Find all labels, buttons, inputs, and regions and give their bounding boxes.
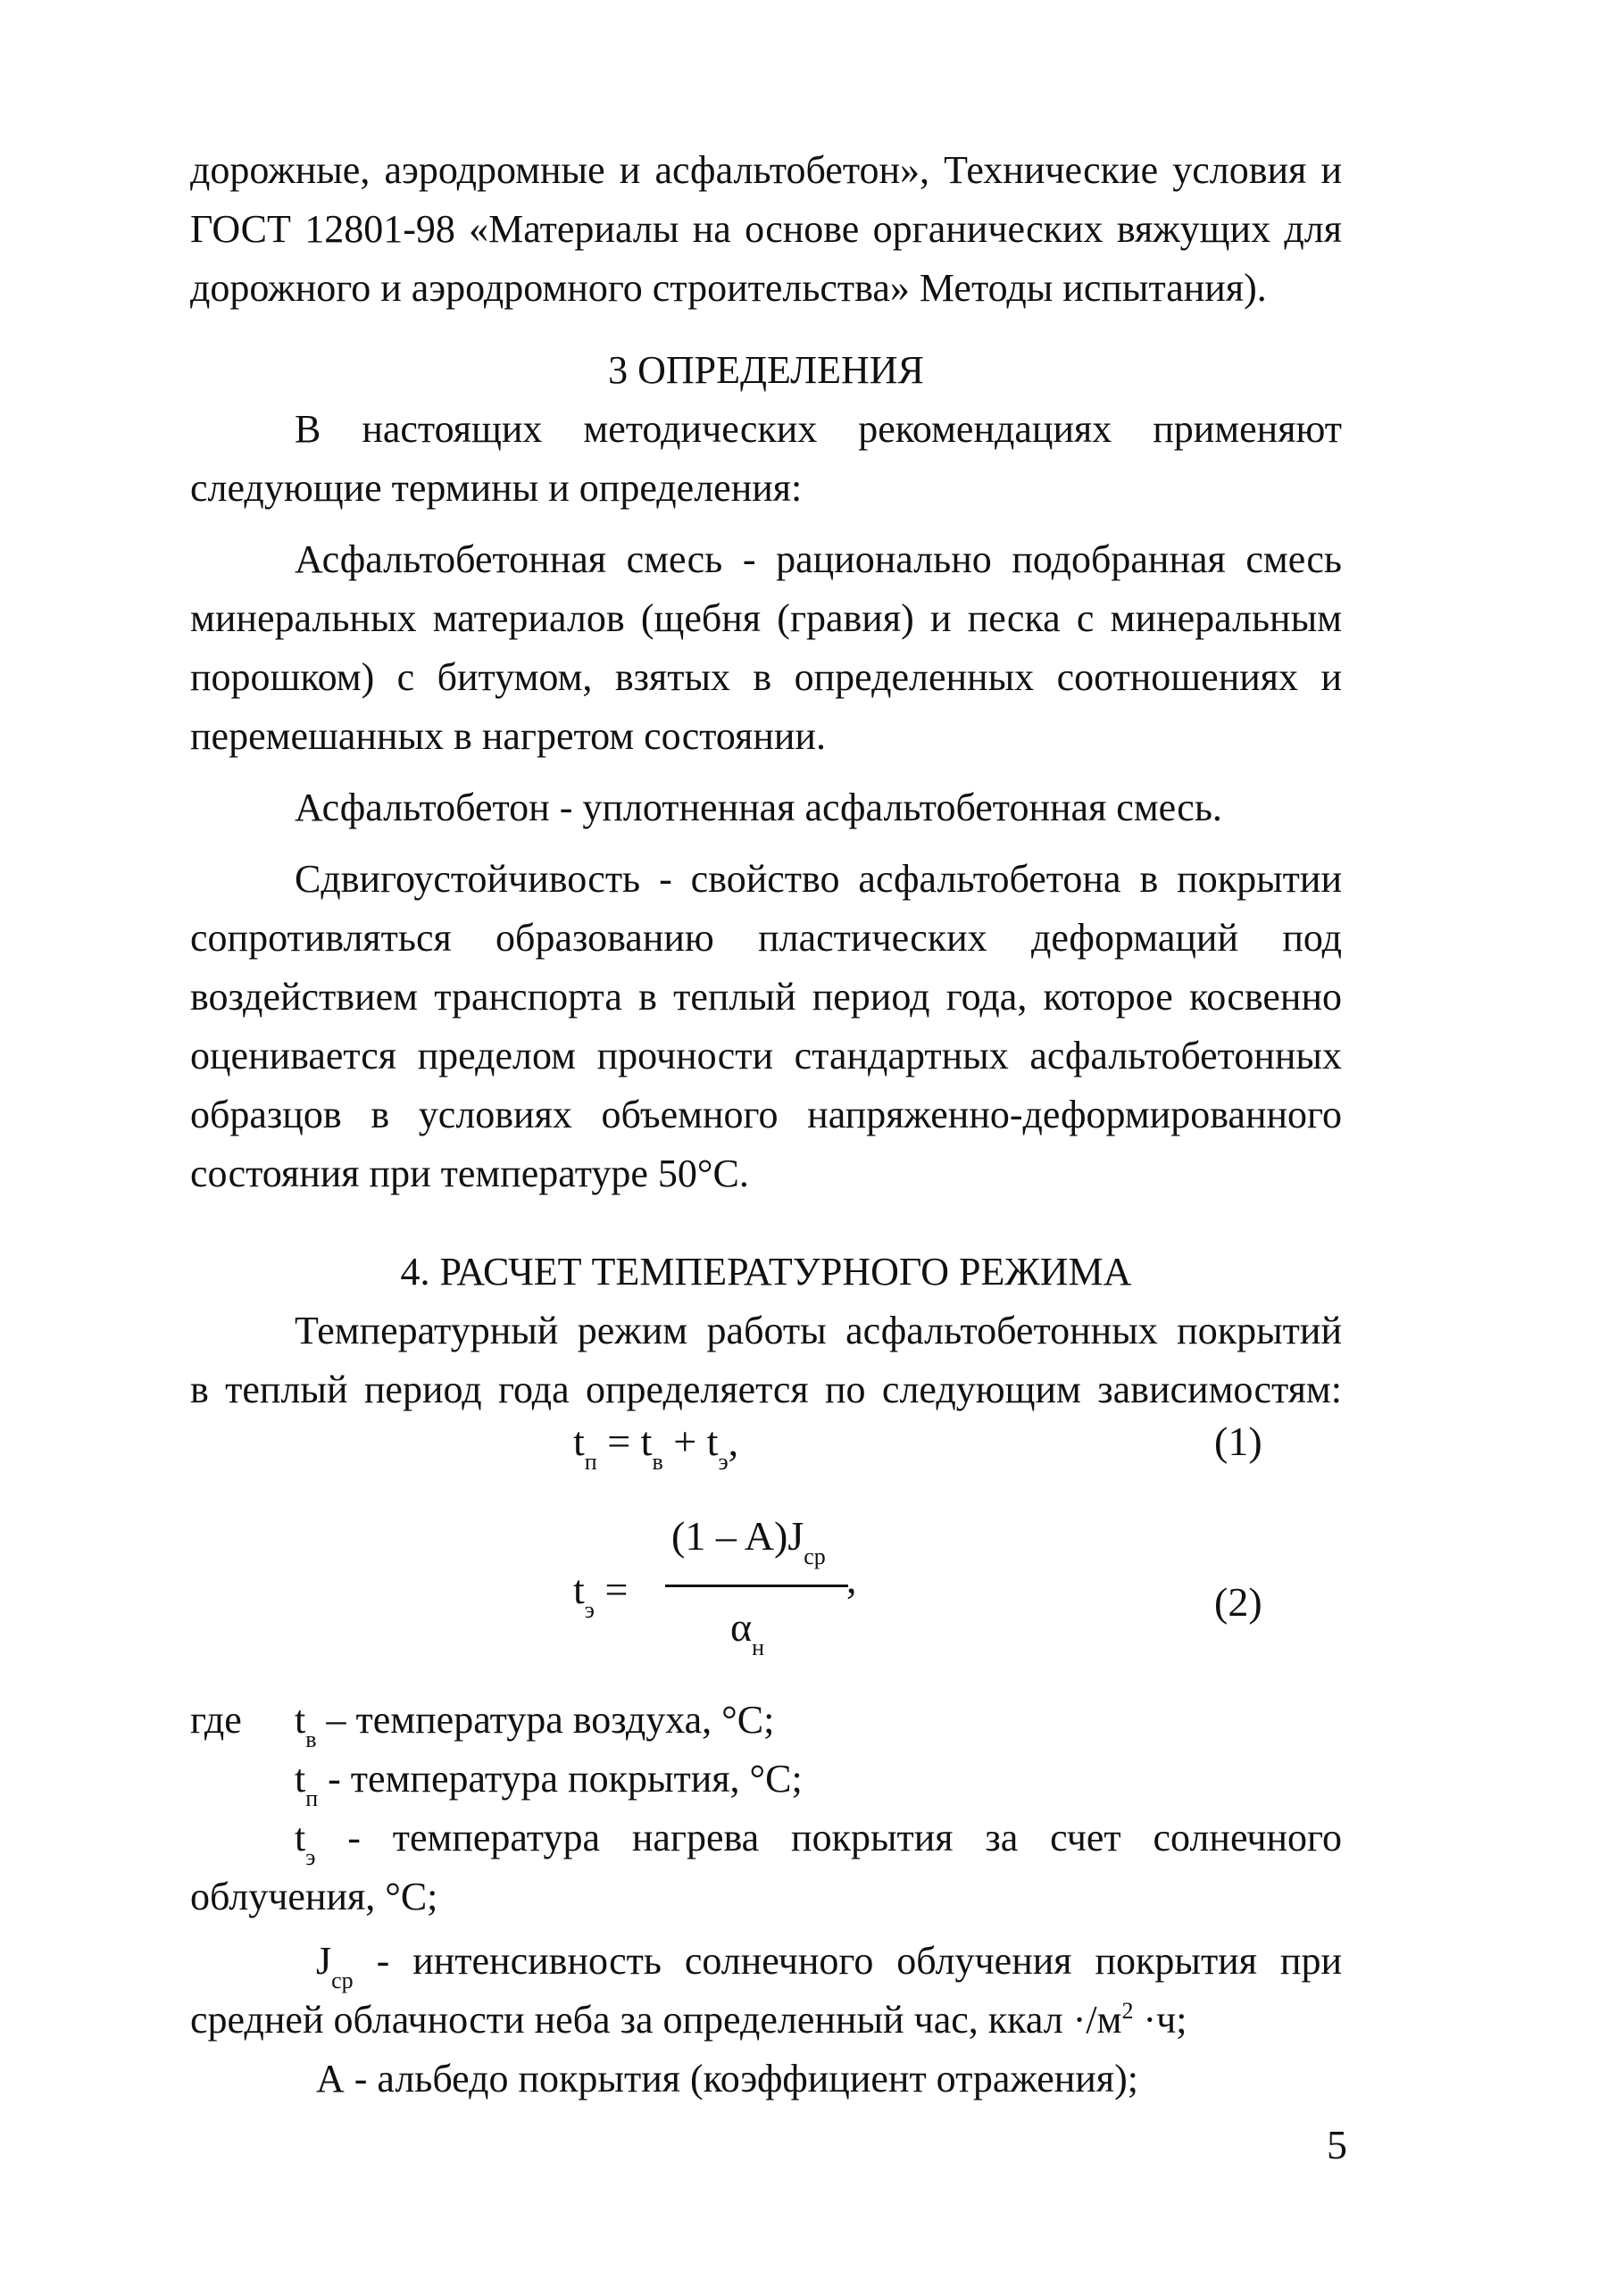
equation-number: (1) [1214, 1418, 1262, 1464]
text-line: оценивается пределом прочности стандартных асфальтобетонных [190, 1034, 1342, 1077]
text-line: дорожные, аэродромные и асфальтобетон», Технические условия и [190, 148, 1342, 192]
equation-2-lhs: $t_э$ = [573, 1567, 629, 1623]
definition-tp: $t_п$ - температура покрытия, °С; [295, 1757, 803, 1811]
equation-1: $t_п = t_в + t_э$, [573, 1418, 739, 1475]
text-line: Сдвигоустойчивость - свойство асфальтобетона в покрытии [295, 857, 1342, 901]
text-line: ГОСТ 12801-98 «Материалы на основе органических вяжущих для [190, 207, 1342, 251]
definition-a: А - альбедо покрытия (коэффициент отражения); [316, 2057, 1138, 2101]
text-line: порошком) с битумом, взятых в определенных соотношениях и [190, 655, 1342, 699]
equation-2-comma: , [846, 1556, 857, 1601]
text-line: в теплый период года определяется по следующим зависимостям: [190, 1368, 1342, 1411]
definition-te: $t_э$ - температура нагрева покрытия за счет солнечного [295, 1816, 1342, 1870]
fraction-bar [665, 1585, 848, 1587]
text-line: образцов в условиях объемного напряженно-деформированного [190, 1093, 1342, 1136]
text-line: воздействием транспорта в теплый период года, которое косвенно [190, 975, 1342, 1019]
where-label: где [190, 1698, 242, 1742]
section-title: 4. РАСЧЕТ ТЕМПЕРАТУРНОГО РЕЖИМА [400, 1250, 1132, 1294]
definition-tv: $t_в$ – температура воздуха, °С; [295, 1698, 775, 1752]
text-line: облучения, °С; [190, 1875, 438, 1918]
text-line: сопротивляться образованию пластических деформаций под [190, 916, 1342, 960]
equation-2-denominator: $\alpha_н$ [730, 1604, 765, 1660]
text-line: Асфальтобетонная смесь - рационально подобранная смесь [295, 537, 1342, 581]
section-title: 3 ОПРЕДЕЛЕНИЯ [608, 348, 924, 392]
equation-2-numerator: $(1 - A)J_{ср}$ [671, 1513, 826, 1569]
definition-j: $J_{ср}$ - интенсивность солнечного облучения покрытия при [316, 1939, 1342, 1993]
text-line: средней облачности неба за определенный час, ккал $\cdot/м^2 \cdot ч$; [190, 1998, 1187, 2042]
text-line: В настоящих методических рекомендациях применяют [295, 407, 1342, 451]
page-number: 5 [1327, 2122, 1347, 2167]
text-line: Асфальтобетон - уплотненная асфальтобетонная смесь. [295, 786, 1222, 829]
text-line: дорожного и аэродромного строительства» Методы испытания). [190, 266, 1267, 310]
text-line: Температурный режим работы асфальтобетонных покрытий [295, 1309, 1342, 1352]
equation-number: (2) [1214, 1579, 1262, 1625]
text-line: перемешанных в нагретом состоянии. [190, 714, 826, 758]
text-line: состояния при температуре 50°С. [190, 1152, 749, 1195]
text-line: минеральных материалов (щебня (гравия) и песка с минеральным [190, 596, 1342, 640]
text-line: следующие термины и определения: [190, 466, 803, 510]
